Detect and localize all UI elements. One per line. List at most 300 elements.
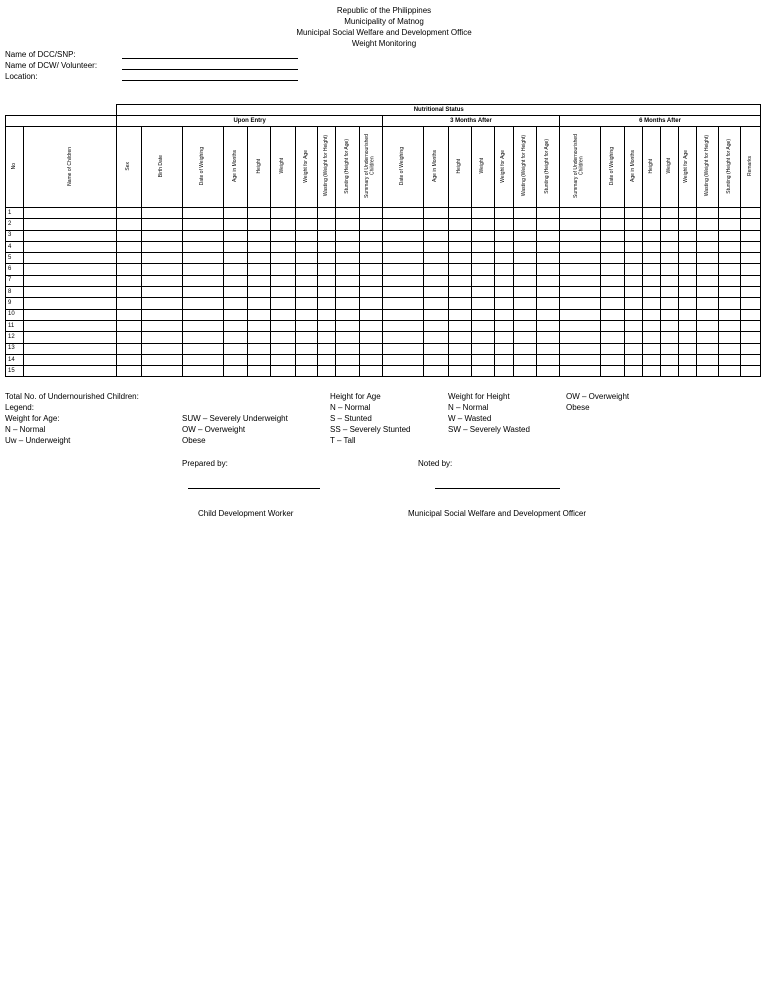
table-cell[interactable] bbox=[359, 275, 382, 286]
table-cell[interactable] bbox=[600, 320, 624, 331]
table-cell[interactable] bbox=[471, 298, 494, 309]
table-cell[interactable] bbox=[295, 208, 317, 219]
table-cell[interactable] bbox=[600, 253, 624, 264]
table-cell[interactable] bbox=[495, 208, 513, 219]
table-cell[interactable] bbox=[24, 241, 117, 252]
table-cell[interactable] bbox=[24, 332, 117, 343]
table-cell[interactable] bbox=[223, 264, 247, 275]
table-cell[interactable] bbox=[600, 241, 624, 252]
table-cell[interactable] bbox=[741, 287, 761, 298]
table-cell[interactable] bbox=[318, 343, 336, 354]
table-cell[interactable] bbox=[183, 366, 224, 377]
table-cell[interactable] bbox=[495, 343, 513, 354]
table-cell[interactable] bbox=[678, 241, 696, 252]
table-cell[interactable] bbox=[600, 332, 624, 343]
table-cell[interactable] bbox=[248, 320, 271, 331]
table-cell[interactable] bbox=[696, 287, 718, 298]
table-cell[interactable] bbox=[741, 208, 761, 219]
table-cell[interactable] bbox=[424, 309, 448, 320]
table-cell[interactable] bbox=[600, 264, 624, 275]
table-cell[interactable] bbox=[336, 253, 359, 264]
table-cell[interactable] bbox=[448, 366, 471, 377]
table-cell[interactable] bbox=[448, 208, 471, 219]
table-cell[interactable] bbox=[719, 241, 741, 252]
table-cell[interactable] bbox=[624, 230, 642, 241]
table-cell[interactable] bbox=[741, 230, 761, 241]
table-cell[interactable] bbox=[513, 275, 536, 286]
table-cell[interactable] bbox=[295, 343, 317, 354]
table-cell[interactable] bbox=[471, 230, 494, 241]
table-cell[interactable] bbox=[248, 219, 271, 230]
table-cell[interactable] bbox=[382, 354, 424, 365]
table-cell[interactable] bbox=[661, 219, 678, 230]
table-cell[interactable] bbox=[382, 343, 424, 354]
table-cell[interactable] bbox=[336, 343, 359, 354]
table-cell[interactable] bbox=[560, 298, 601, 309]
table-cell[interactable] bbox=[117, 275, 141, 286]
table-cell[interactable] bbox=[600, 309, 624, 320]
table-cell[interactable] bbox=[295, 309, 317, 320]
table-cell[interactable] bbox=[741, 275, 761, 286]
table-cell[interactable] bbox=[536, 366, 559, 377]
table-cell[interactable] bbox=[141, 298, 183, 309]
table-cell[interactable] bbox=[248, 287, 271, 298]
table-cell[interactable] bbox=[719, 287, 741, 298]
table-cell[interactable] bbox=[183, 320, 224, 331]
table-cell[interactable] bbox=[248, 332, 271, 343]
table-cell[interactable] bbox=[678, 253, 696, 264]
table-cell[interactable] bbox=[223, 253, 247, 264]
table-cell[interactable] bbox=[696, 332, 718, 343]
table-cell[interactable] bbox=[536, 275, 559, 286]
table-cell[interactable] bbox=[513, 309, 536, 320]
table-cell[interactable] bbox=[336, 208, 359, 219]
table-cell[interactable] bbox=[696, 208, 718, 219]
table-cell[interactable] bbox=[536, 219, 559, 230]
table-cell[interactable] bbox=[24, 264, 117, 275]
table-cell[interactable] bbox=[448, 230, 471, 241]
table-cell[interactable] bbox=[643, 309, 661, 320]
table-cell[interactable] bbox=[271, 230, 295, 241]
table-cell[interactable] bbox=[719, 264, 741, 275]
table-cell[interactable] bbox=[661, 366, 678, 377]
table-cell[interactable] bbox=[678, 320, 696, 331]
table-cell[interactable] bbox=[661, 264, 678, 275]
table-cell[interactable] bbox=[513, 264, 536, 275]
table-cell[interactable] bbox=[471, 241, 494, 252]
table-cell[interactable] bbox=[382, 298, 424, 309]
table-cell[interactable] bbox=[661, 230, 678, 241]
table-cell[interactable] bbox=[448, 264, 471, 275]
table-cell[interactable] bbox=[560, 309, 601, 320]
table-cell[interactable] bbox=[661, 275, 678, 286]
table-cell[interactable] bbox=[471, 264, 494, 275]
table-cell[interactable] bbox=[560, 208, 601, 219]
table-cell[interactable] bbox=[495, 298, 513, 309]
table-cell[interactable] bbox=[336, 264, 359, 275]
table-cell[interactable] bbox=[183, 264, 224, 275]
table-cell[interactable] bbox=[382, 320, 424, 331]
table-cell[interactable] bbox=[471, 343, 494, 354]
table-cell[interactable] bbox=[741, 264, 761, 275]
table-cell[interactable] bbox=[336, 241, 359, 252]
table-cell[interactable] bbox=[536, 230, 559, 241]
table-cell[interactable] bbox=[295, 275, 317, 286]
table-cell[interactable] bbox=[223, 309, 247, 320]
table-cell[interactable] bbox=[624, 354, 642, 365]
table-cell[interactable] bbox=[661, 287, 678, 298]
table-cell[interactable] bbox=[696, 354, 718, 365]
table-cell[interactable] bbox=[295, 230, 317, 241]
table-cell[interactable] bbox=[448, 343, 471, 354]
table-cell[interactable] bbox=[560, 332, 601, 343]
table-cell[interactable] bbox=[643, 275, 661, 286]
table-cell[interactable] bbox=[223, 298, 247, 309]
table-cell[interactable] bbox=[643, 343, 661, 354]
table-cell[interactable] bbox=[359, 287, 382, 298]
table-cell[interactable] bbox=[295, 253, 317, 264]
cdw-signature-line[interactable] bbox=[188, 488, 320, 489]
table-cell[interactable] bbox=[382, 332, 424, 343]
table-cell[interactable] bbox=[624, 287, 642, 298]
table-cell[interactable] bbox=[318, 366, 336, 377]
table-cell[interactable] bbox=[24, 343, 117, 354]
table-cell[interactable] bbox=[741, 298, 761, 309]
table-cell[interactable] bbox=[719, 275, 741, 286]
table-cell[interactable] bbox=[424, 366, 448, 377]
table-cell[interactable] bbox=[624, 298, 642, 309]
table-cell[interactable] bbox=[741, 241, 761, 252]
table-cell[interactable] bbox=[536, 241, 559, 252]
table-cell[interactable] bbox=[600, 354, 624, 365]
table-cell[interactable] bbox=[183, 287, 224, 298]
table-cell[interactable] bbox=[624, 219, 642, 230]
table-cell[interactable] bbox=[141, 264, 183, 275]
table-cell[interactable] bbox=[318, 354, 336, 365]
table-cell[interactable] bbox=[318, 298, 336, 309]
table-cell[interactable] bbox=[318, 332, 336, 343]
table-cell[interactable] bbox=[424, 208, 448, 219]
table-cell[interactable] bbox=[624, 343, 642, 354]
table-cell[interactable] bbox=[117, 354, 141, 365]
table-cell[interactable] bbox=[560, 343, 601, 354]
table-cell[interactable] bbox=[183, 241, 224, 252]
table-cell[interactable] bbox=[696, 264, 718, 275]
table-cell[interactable] bbox=[600, 230, 624, 241]
table-cell[interactable] bbox=[719, 354, 741, 365]
table-cell[interactable] bbox=[117, 366, 141, 377]
table-cell[interactable] bbox=[382, 287, 424, 298]
table-cell[interactable] bbox=[678, 264, 696, 275]
table-cell[interactable] bbox=[271, 320, 295, 331]
table-cell[interactable] bbox=[600, 287, 624, 298]
table-cell[interactable] bbox=[513, 298, 536, 309]
table-cell[interactable] bbox=[600, 343, 624, 354]
table-cell[interactable] bbox=[624, 275, 642, 286]
table-cell[interactable] bbox=[24, 275, 117, 286]
table-cell[interactable] bbox=[560, 275, 601, 286]
table-cell[interactable] bbox=[117, 332, 141, 343]
table-cell[interactable] bbox=[560, 219, 601, 230]
table-cell[interactable] bbox=[318, 309, 336, 320]
table-cell[interactable] bbox=[513, 320, 536, 331]
table-cell[interactable] bbox=[424, 241, 448, 252]
table-cell[interactable] bbox=[271, 332, 295, 343]
table-cell[interactable] bbox=[741, 309, 761, 320]
table-cell[interactable] bbox=[117, 230, 141, 241]
table-cell[interactable] bbox=[359, 253, 382, 264]
table-cell[interactable] bbox=[318, 241, 336, 252]
table-cell[interactable] bbox=[295, 354, 317, 365]
table-cell[interactable] bbox=[424, 320, 448, 331]
table-cell[interactable] bbox=[448, 287, 471, 298]
table-cell[interactable] bbox=[359, 332, 382, 343]
table-cell[interactable] bbox=[643, 208, 661, 219]
table-cell[interactable] bbox=[271, 264, 295, 275]
table-cell[interactable] bbox=[141, 320, 183, 331]
table-cell[interactable] bbox=[295, 298, 317, 309]
table-cell[interactable] bbox=[382, 208, 424, 219]
table-cell[interactable] bbox=[696, 253, 718, 264]
table-cell[interactable] bbox=[141, 309, 183, 320]
table-cell[interactable] bbox=[536, 208, 559, 219]
table-cell[interactable] bbox=[678, 332, 696, 343]
table-cell[interactable] bbox=[271, 354, 295, 365]
table-cell[interactable] bbox=[513, 366, 536, 377]
table-cell[interactable] bbox=[741, 354, 761, 365]
table-cell[interactable] bbox=[248, 343, 271, 354]
table-cell[interactable] bbox=[560, 287, 601, 298]
table-cell[interactable] bbox=[719, 343, 741, 354]
table-cell[interactable] bbox=[600, 298, 624, 309]
table-cell[interactable] bbox=[336, 309, 359, 320]
table-cell[interactable] bbox=[661, 298, 678, 309]
table-cell[interactable] bbox=[223, 219, 247, 230]
table-cell[interactable] bbox=[741, 219, 761, 230]
table-cell[interactable] bbox=[696, 309, 718, 320]
table-cell[interactable] bbox=[495, 332, 513, 343]
table-cell[interactable] bbox=[223, 332, 247, 343]
table-cell[interactable] bbox=[318, 230, 336, 241]
table-cell[interactable] bbox=[719, 320, 741, 331]
table-cell[interactable] bbox=[183, 332, 224, 343]
table-cell[interactable] bbox=[271, 366, 295, 377]
table-cell[interactable] bbox=[448, 309, 471, 320]
table-cell[interactable] bbox=[678, 354, 696, 365]
table-cell[interactable] bbox=[359, 309, 382, 320]
table-cell[interactable] bbox=[271, 241, 295, 252]
table-cell[interactable] bbox=[471, 354, 494, 365]
table-cell[interactable] bbox=[424, 264, 448, 275]
table-cell[interactable] bbox=[643, 241, 661, 252]
table-cell[interactable] bbox=[223, 287, 247, 298]
table-cell[interactable] bbox=[141, 366, 183, 377]
table-cell[interactable] bbox=[495, 241, 513, 252]
table-cell[interactable] bbox=[359, 343, 382, 354]
table-cell[interactable] bbox=[448, 298, 471, 309]
table-cell[interactable] bbox=[248, 253, 271, 264]
table-cell[interactable] bbox=[471, 309, 494, 320]
table-cell[interactable] bbox=[117, 264, 141, 275]
table-cell[interactable] bbox=[560, 253, 601, 264]
table-cell[interactable] bbox=[183, 354, 224, 365]
table-cell[interactable] bbox=[382, 309, 424, 320]
table-cell[interactable] bbox=[183, 208, 224, 219]
table-cell[interactable] bbox=[600, 219, 624, 230]
table-cell[interactable] bbox=[141, 219, 183, 230]
table-cell[interactable] bbox=[24, 354, 117, 365]
table-cell[interactable] bbox=[719, 219, 741, 230]
table-cell[interactable] bbox=[382, 275, 424, 286]
table-cell[interactable] bbox=[741, 366, 761, 377]
table-cell[interactable] bbox=[624, 366, 642, 377]
table-cell[interactable] bbox=[696, 366, 718, 377]
table-cell[interactable] bbox=[24, 253, 117, 264]
table-cell[interactable] bbox=[248, 208, 271, 219]
table-cell[interactable] bbox=[248, 264, 271, 275]
table-cell[interactable] bbox=[448, 332, 471, 343]
table-cell[interactable] bbox=[183, 343, 224, 354]
table-cell[interactable] bbox=[382, 264, 424, 275]
table-cell[interactable] bbox=[696, 343, 718, 354]
table-cell[interactable] bbox=[24, 320, 117, 331]
table-cell[interactable] bbox=[271, 343, 295, 354]
table-cell[interactable] bbox=[495, 354, 513, 365]
table-cell[interactable] bbox=[223, 241, 247, 252]
table-cell[interactable] bbox=[248, 309, 271, 320]
location-field[interactable] bbox=[122, 80, 298, 81]
table-cell[interactable] bbox=[643, 320, 661, 331]
table-cell[interactable] bbox=[661, 241, 678, 252]
table-cell[interactable] bbox=[643, 287, 661, 298]
table-cell[interactable] bbox=[336, 275, 359, 286]
table-cell[interactable] bbox=[495, 230, 513, 241]
table-cell[interactable] bbox=[271, 287, 295, 298]
table-cell[interactable] bbox=[661, 309, 678, 320]
table-cell[interactable] bbox=[318, 287, 336, 298]
table-cell[interactable] bbox=[696, 230, 718, 241]
table-cell[interactable] bbox=[513, 343, 536, 354]
table-cell[interactable] bbox=[424, 275, 448, 286]
table-cell[interactable] bbox=[248, 241, 271, 252]
table-cell[interactable] bbox=[336, 230, 359, 241]
table-cell[interactable] bbox=[678, 287, 696, 298]
table-cell[interactable] bbox=[336, 354, 359, 365]
table-cell[interactable] bbox=[318, 208, 336, 219]
table-cell[interactable] bbox=[117, 343, 141, 354]
table-cell[interactable] bbox=[495, 275, 513, 286]
table-cell[interactable] bbox=[624, 208, 642, 219]
dcc-field[interactable] bbox=[122, 58, 298, 59]
table-cell[interactable] bbox=[24, 366, 117, 377]
table-cell[interactable] bbox=[336, 287, 359, 298]
table-cell[interactable] bbox=[513, 354, 536, 365]
table-cell[interactable] bbox=[271, 275, 295, 286]
table-cell[interactable] bbox=[471, 332, 494, 343]
table-cell[interactable] bbox=[448, 354, 471, 365]
table-cell[interactable] bbox=[643, 264, 661, 275]
table-cell[interactable] bbox=[359, 208, 382, 219]
table-cell[interactable] bbox=[471, 275, 494, 286]
table-cell[interactable] bbox=[223, 208, 247, 219]
table-cell[interactable] bbox=[643, 298, 661, 309]
table-cell[interactable] bbox=[643, 366, 661, 377]
table-cell[interactable] bbox=[719, 366, 741, 377]
table-cell[interactable] bbox=[741, 320, 761, 331]
table-cell[interactable] bbox=[513, 287, 536, 298]
table-cell[interactable] bbox=[513, 332, 536, 343]
table-cell[interactable] bbox=[141, 343, 183, 354]
table-cell[interactable] bbox=[183, 298, 224, 309]
table-cell[interactable] bbox=[248, 354, 271, 365]
table-cell[interactable] bbox=[661, 354, 678, 365]
table-cell[interactable] bbox=[359, 241, 382, 252]
table-cell[interactable] bbox=[741, 253, 761, 264]
table-cell[interactable] bbox=[24, 298, 117, 309]
table-cell[interactable] bbox=[678, 309, 696, 320]
table-cell[interactable] bbox=[359, 320, 382, 331]
table-cell[interactable] bbox=[424, 219, 448, 230]
table-cell[interactable] bbox=[719, 309, 741, 320]
table-cell[interactable] bbox=[719, 230, 741, 241]
table-cell[interactable] bbox=[271, 309, 295, 320]
table-cell[interactable] bbox=[448, 320, 471, 331]
table-cell[interactable] bbox=[223, 354, 247, 365]
table-cell[interactable] bbox=[141, 208, 183, 219]
table-cell[interactable] bbox=[117, 241, 141, 252]
table-cell[interactable] bbox=[271, 208, 295, 219]
table-cell[interactable] bbox=[678, 366, 696, 377]
table-cell[interactable] bbox=[661, 208, 678, 219]
table-cell[interactable] bbox=[424, 298, 448, 309]
table-cell[interactable] bbox=[117, 320, 141, 331]
table-cell[interactable] bbox=[141, 241, 183, 252]
table-cell[interactable] bbox=[295, 264, 317, 275]
table-cell[interactable] bbox=[678, 208, 696, 219]
table-cell[interactable] bbox=[536, 287, 559, 298]
table-cell[interactable] bbox=[295, 241, 317, 252]
table-cell[interactable] bbox=[495, 253, 513, 264]
table-cell[interactable] bbox=[295, 320, 317, 331]
table-cell[interactable] bbox=[424, 332, 448, 343]
table-cell[interactable] bbox=[248, 230, 271, 241]
table-cell[interactable] bbox=[295, 287, 317, 298]
table-cell[interactable] bbox=[223, 275, 247, 286]
table-cell[interactable] bbox=[382, 230, 424, 241]
table-cell[interactable] bbox=[678, 298, 696, 309]
table-cell[interactable] bbox=[513, 253, 536, 264]
table-cell[interactable] bbox=[513, 208, 536, 219]
table-cell[interactable] bbox=[141, 275, 183, 286]
table-cell[interactable] bbox=[271, 298, 295, 309]
table-cell[interactable] bbox=[359, 230, 382, 241]
table-cell[interactable] bbox=[661, 253, 678, 264]
table-cell[interactable] bbox=[24, 287, 117, 298]
table-cell[interactable] bbox=[318, 219, 336, 230]
table-cell[interactable] bbox=[359, 354, 382, 365]
table-cell[interactable] bbox=[643, 253, 661, 264]
table-cell[interactable] bbox=[359, 264, 382, 275]
table-cell[interactable] bbox=[495, 320, 513, 331]
table-cell[interactable] bbox=[141, 253, 183, 264]
table-cell[interactable] bbox=[318, 253, 336, 264]
table-cell[interactable] bbox=[117, 208, 141, 219]
table-cell[interactable] bbox=[117, 253, 141, 264]
table-cell[interactable] bbox=[183, 275, 224, 286]
table-cell[interactable] bbox=[495, 287, 513, 298]
table-cell[interactable] bbox=[448, 275, 471, 286]
table-cell[interactable] bbox=[741, 332, 761, 343]
